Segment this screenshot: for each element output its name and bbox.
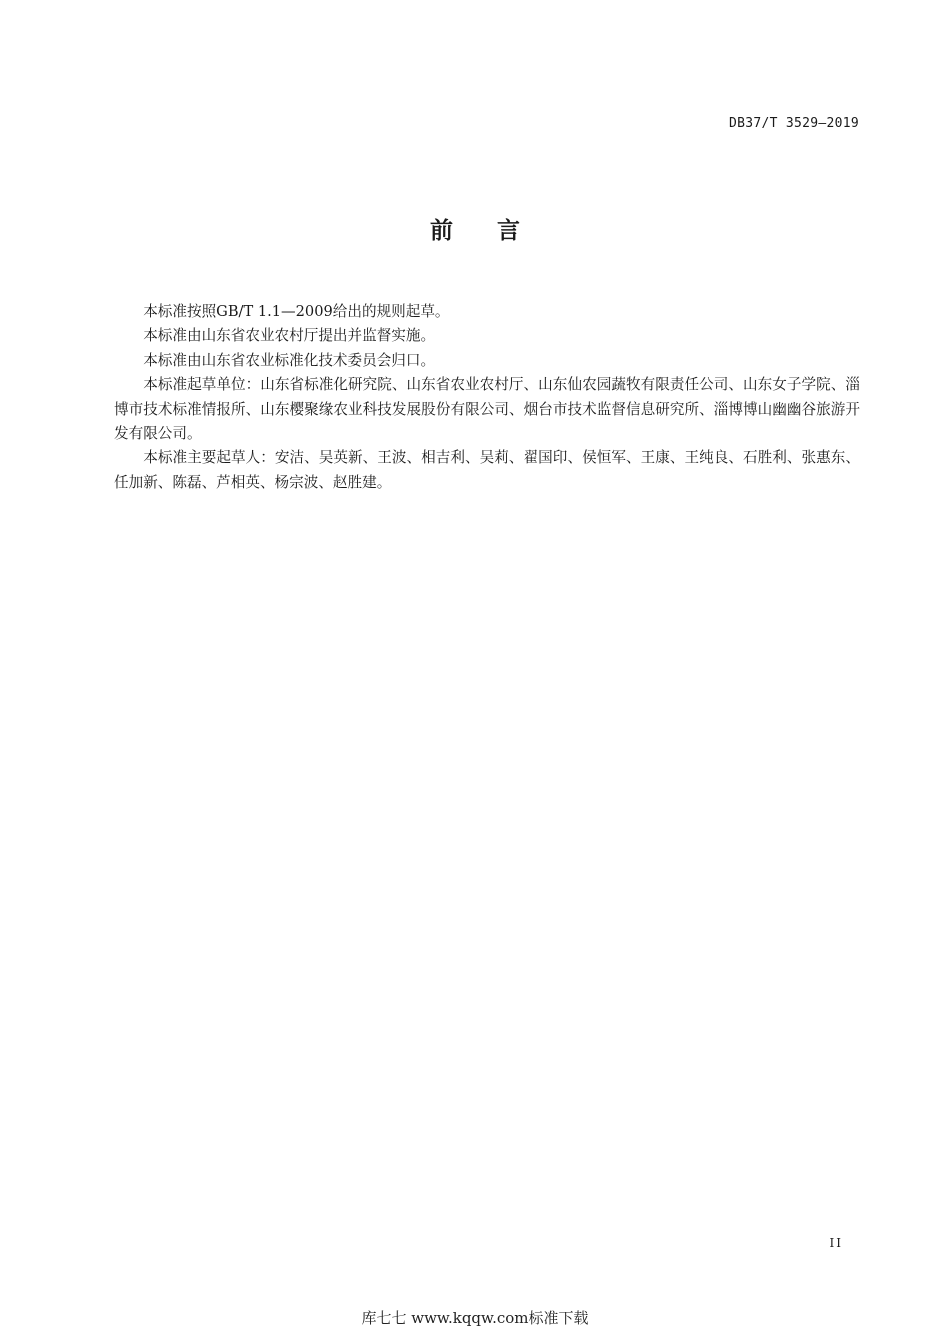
page-title: 前言 [430,218,564,244]
preface-body [114,300,860,495]
paragraph-drafting-units: 本标准起草单位：山东省标准化研究院、山东省农业农村厅、山东仙农园蔬牧有限责任公司、山东女子学院、淄博市技术标准情报所、山东樱聚缘农业科技发展股份有限公司、烟台市技术监督信息研究所、淄博博山幽幽谷旅游开发有限公司。 [114,376,860,443]
paragraph-proposer: 本标准由山东省农业农村厅提出并监督实施。 [143,327,436,345]
paragraph-drafting-rules: 本标准按照GB/T 1.1—2009给出的规则起草。 [143,303,450,320]
page-number: II [829,1236,843,1250]
watermark-footer: 库七七 www.kqqw.com标准下载 [361,1309,589,1327]
paragraph-drafters: 本标准主要起草人：安洁、吴英新、王波、相吉利、吴莉、翟国印、侯恒军、王康、王纯良、石胜利、张惠东、任加新、陈磊、芦相英、杨宗波、赵胜建。 [114,449,860,491]
standard-code: DB37/T 3529—2019 [728,116,859,131]
paragraph-committee: 本标准由山东省农业标准化技术委员会归口。 [143,351,436,369]
